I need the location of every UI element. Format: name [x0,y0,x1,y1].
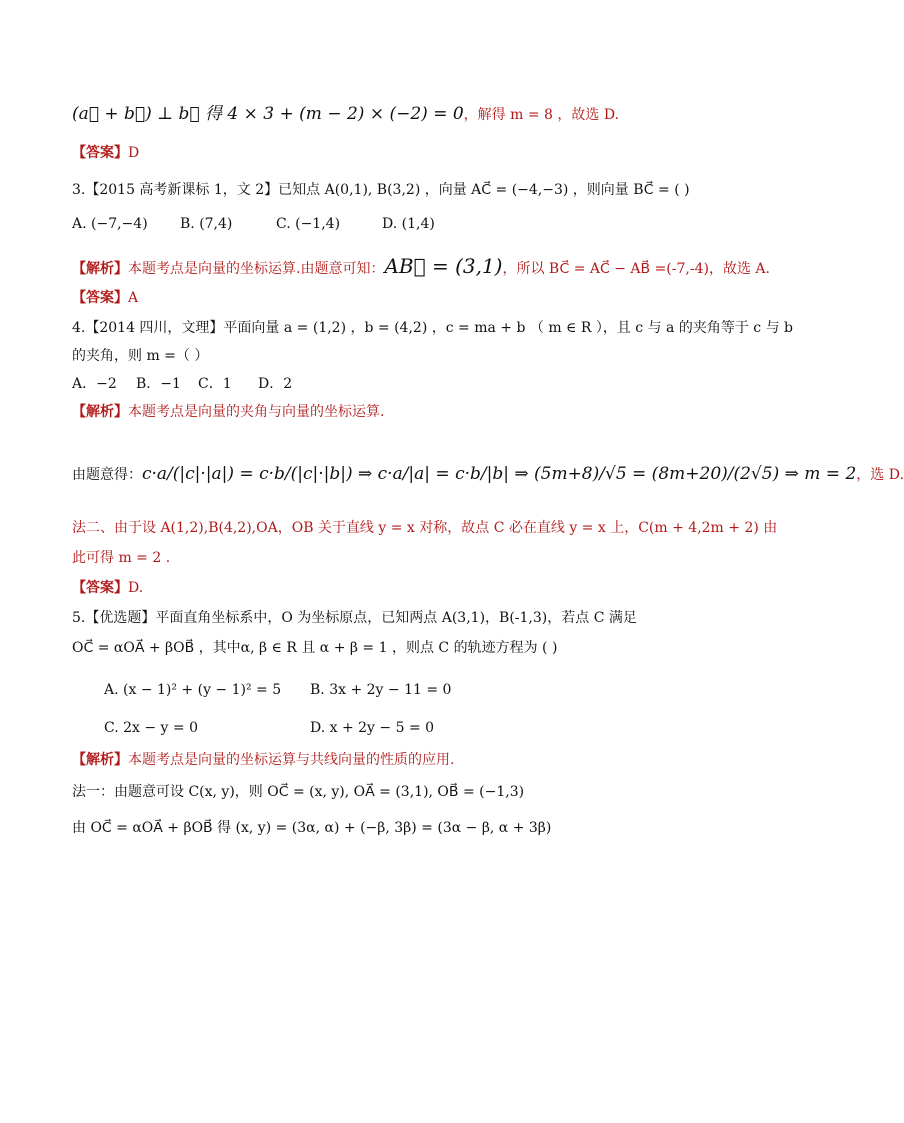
question-5-analysis [72,750,454,770]
answer-4 [72,578,143,598]
solution-line-top [72,104,619,125]
question-4-analysis [72,402,384,422]
question-4-options [72,374,292,394]
option-d: D．2 [258,376,293,392]
question-4-stem-line2: 的夹角，则 m =（ ） [72,348,209,364]
answer-3 [72,288,138,308]
derivation-tail: ，选 D. [856,467,904,483]
question-5-stem-line2: OC⃗ = αOA⃗ + βOB⃗ ，其中α, β ∈ R 且 α + β = 1 ，则点 C 的轨迹方程为 ( ) [72,640,558,656]
analysis-label: 【解析】 [72,261,128,277]
option-d: D. x + 2y − 5 = 0 [310,720,435,736]
option-c: C．1 [198,376,232,392]
derivation-prefix: 由题意得： [72,467,142,483]
question-3-options [72,214,435,234]
perpendicular-equation: (a⃗ + b⃗) ⊥ b⃗ 得 4 × 3 + (m − 2) × (−2) = 0 [72,104,464,124]
answer-value: D [128,145,140,161]
option-b: B．−1 [136,376,181,392]
analysis-tail: ，所以 BC⃗ = AC⃗ − AB⃗ =(-7,-4)，故选 A. [502,261,770,277]
analysis-label: 【解析】 [72,752,128,768]
analysis-text: 本题考点是向量的坐标运算与共线向量的性质的应用. [128,752,455,768]
question-4-derivation [72,464,904,485]
angle-equation: c·a/(|c|·|a|) = c·b/(|c|·|b|) ⇒ c·a/|a| = c·b/|b| ⇒ (5m+8)/√5 = (8m+20)/(2√5) ⇒ m = 2 [142,464,857,484]
question-5-options-row1 [104,680,451,700]
option-c: C. (−1,4) [276,216,341,232]
solution-conclusion: ，解得 m = 8 ，故选 D. [463,107,619,123]
question-3-stem: 3.【2015 高考新课标 1，文 2】已知点 A(0,1), B(3,2) ，向量 AC⃗ = (−4,−3) ，则向量 BC⃗ = ( ) [72,182,690,198]
question-5-options-row2 [104,718,434,738]
answer-value: D. [128,580,144,596]
question-5-stem-line1: 5.【优选题】平面直角坐标系中，O 为坐标原点，已知两点 A(3,1)，B(-1,3)，若点 C 满足 [72,610,637,626]
question-4-method-2-line1: 法二、由于设 A(1,2),B(4,2),OA，OB 关于直线 y = x 对称，故点 C 必在直线 y = x 上，C(m + 4,2m + 2) 由 [72,520,778,536]
ab-vector-equation: AB⃗ = (3,1) [384,254,503,278]
question-5-method-1-derivation: 由 OC⃗ = αOA⃗ + βOB⃗ 得 (x, y) = (3α, α) + (−β, 3β) = (3α − β, α + 3β) [72,820,552,836]
question-3-analysis [72,256,770,279]
answer-label: 【答案】 [72,145,128,161]
analysis-text: 本题考点是向量的坐标运算.由题意可知： [128,261,385,277]
answer-value: A [128,290,139,306]
option-a: A. (x − 1)² + (y − 1)² = 5 [104,682,282,698]
answer-label: 【答案】 [72,290,128,306]
option-a: A．−2 [72,376,117,392]
answer-label: 【答案】 [72,580,128,596]
option-b: B. (7,4) [180,216,233,232]
option-b: B. 3x + 2y − 11 = 0 [310,682,452,698]
answer-1 [72,143,139,163]
option-d: D. (1,4) [382,216,435,232]
option-c: C. 2x − y = 0 [104,720,198,736]
analysis-text: 本题考点是向量的夹角与向量的坐标运算. [128,404,385,420]
question-4-method-2-line2: 此可得 m = 2 . [72,550,171,566]
analysis-label: 【解析】 [72,404,128,420]
question-4-stem-line1: 4.【2014 四川，文理】平面向量 a = (1,2) ，b = (4,2) ，c = ma + b （ m ∈ R ），且 c 与 a 的夹角等于 c 与 b [72,320,793,336]
option-a: A. (−7,−4) [72,216,148,232]
question-5-method-1: 法一：由题意可设 C(x, y)，则 OC⃗ = (x, y), OA⃗ = (3,1), OB⃗ = (−1,3) [72,784,525,800]
